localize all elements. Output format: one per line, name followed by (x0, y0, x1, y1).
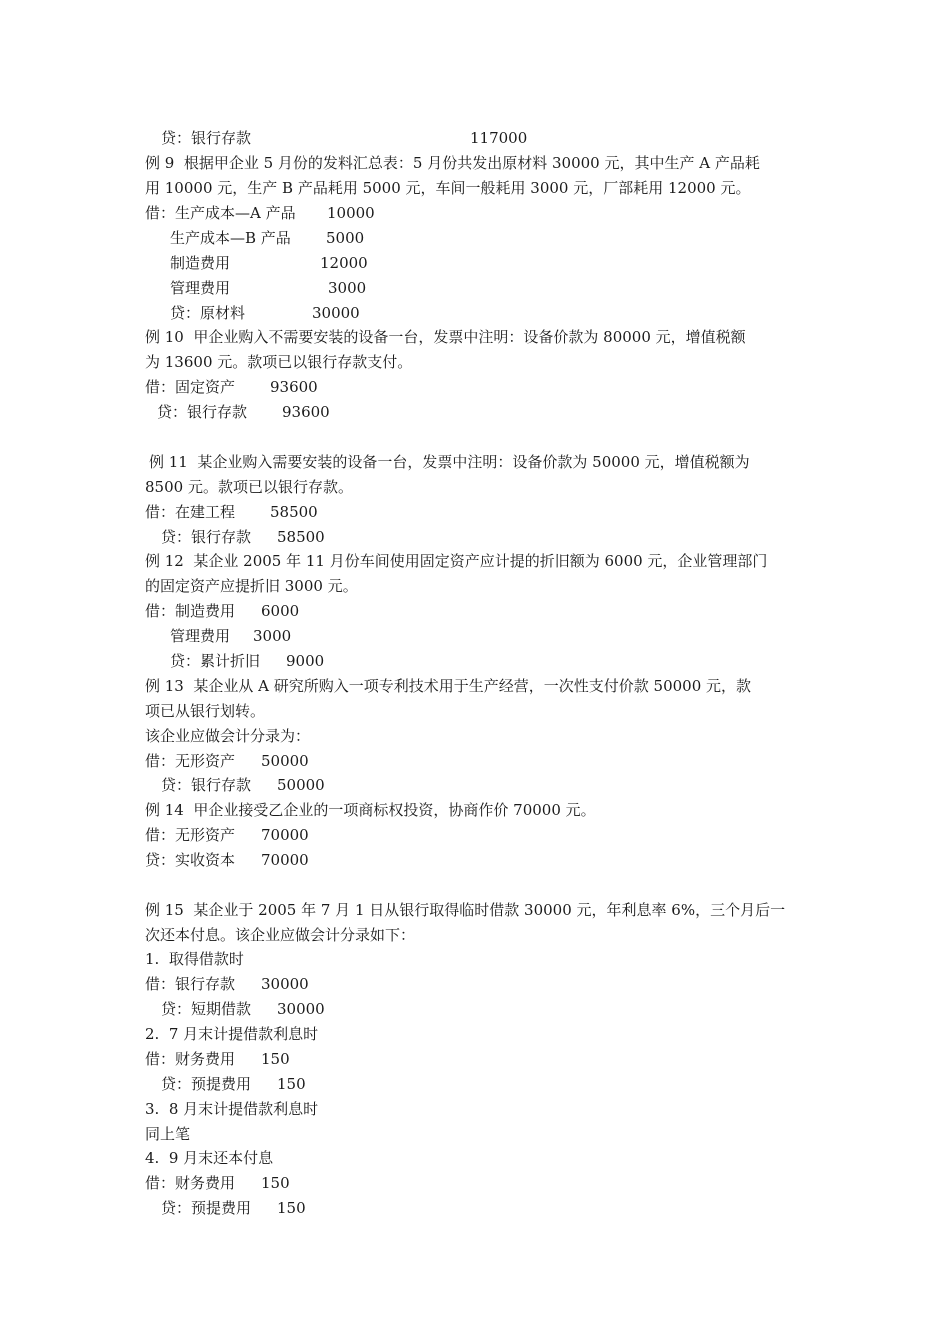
entry-debit: 借：财务费用 (145, 1050, 236, 1068)
amount: 150 (277, 1075, 306, 1093)
example-13-text: 项已从银行划转。 (145, 702, 266, 720)
entry-credit: 贷：银行存款 (161, 776, 252, 794)
entry-debit: 借：财务费用 (145, 1174, 236, 1192)
example-15-text: 次还本付息。该企业应做会计分录如下： (145, 926, 416, 944)
entry-credit: 贷：累计折旧 (170, 652, 261, 670)
amount: 10000 (327, 204, 375, 222)
amount: 30000 (277, 1000, 325, 1018)
entry-debit: 借：无形资产 (145, 826, 236, 844)
entry-debit-sub: 生产成本—B 产品 (170, 229, 291, 247)
example-11-text: 例 11 某企业购入需要安装的设备一台，发票中注明：设备价款为 50000 元，增值税额为 (149, 453, 750, 471)
entry-credit: 贷：实收资本 (145, 851, 236, 869)
step-heading: 3. 8 月末计提借款利息时 (145, 1100, 319, 1118)
amount: 58500 (270, 503, 318, 521)
entry-debit-sub: 管理费用 (170, 627, 231, 645)
step-heading: 2. 7 月末计提借款利息时 (145, 1025, 319, 1043)
example-9-text: 用 10000 元，生产 B 产品耗用 5000 元，车间一般耗用 3000 元，厂部耗用 12000 元。 (145, 179, 751, 197)
step-heading: 4. 9 月末还本付息 (145, 1149, 274, 1167)
entry-credit: 贷：短期借款 (161, 1000, 252, 1018)
amount: 58500 (277, 528, 325, 546)
amount: 93600 (282, 403, 330, 421)
entry-credit: 贷：银行存款 (157, 403, 248, 421)
amount: 6000 (261, 602, 300, 620)
amount: 150 (261, 1174, 290, 1192)
amount: 117000 (470, 129, 528, 147)
entry-credit: 贷：银行存款 (161, 528, 252, 546)
entry-debit-sub: 管理费用 (170, 279, 231, 297)
example-13-text: 该企业应做会计分录为： (145, 727, 311, 745)
example-12-text: 的固定资产应提折旧 3000 元。 (145, 577, 358, 595)
amount: 12000 (320, 254, 368, 272)
amount: 93600 (270, 378, 318, 396)
entry-credit-bank-deposit: 贷：银行存款 (161, 129, 252, 147)
amount: 150 (261, 1050, 290, 1068)
amount: 50000 (261, 752, 309, 770)
amount: 9000 (286, 652, 325, 670)
amount: 70000 (261, 826, 309, 844)
example-10-text: 为 13600 元。款项已以银行存款支付。 (145, 353, 413, 371)
entry-credit: 贷：预提费用 (161, 1199, 252, 1217)
entry-debit: 借：制造费用 (145, 602, 236, 620)
example-14-text: 例 14 甲企业接受乙企业的一项商标权投资，协商作价 70000 元。 (145, 801, 596, 819)
amount: 150 (277, 1199, 306, 1217)
entry-credit: 贷：原材料 (170, 304, 246, 322)
amount: 3000 (328, 279, 367, 297)
amount: 5000 (326, 229, 365, 247)
step-heading: 1. 取得借款时 (145, 950, 244, 968)
example-12-text: 例 12 某企业 2005 年 11 月份车间使用固定资产应计提的折旧额为 6000 元，企业管理部门 (145, 552, 768, 570)
amount: 30000 (312, 304, 360, 322)
example-9-text: 例 9 根据甲企业 5 月份的发料汇总表：5 月份共发出原材料 30000 元，其中生产 A 产品耗 (145, 154, 760, 172)
entry-debit: 借：无形资产 (145, 752, 236, 770)
entry-credit: 贷：预提费用 (161, 1075, 252, 1093)
amount: 70000 (261, 851, 309, 869)
amount: 3000 (253, 627, 292, 645)
entry-debit: 借：固定资产 (145, 378, 236, 396)
amount: 50000 (277, 776, 325, 794)
example-13-text: 例 13 某企业从 A 研究所购入一项专利技术用于生产经营，一次性支付价款 50000 元，款 (145, 677, 752, 695)
entry-debit: 借：生产成本—A 产品 (145, 204, 296, 222)
example-10-text: 例 10 甲企业购入不需要安装的设备一台，发票中注明：设备价款为 80000 元，增值税额 (145, 328, 746, 346)
example-15-text: 例 15 某企业于 2005 年 7 月 1 日从银行取得临时借款 30000 元，年利息率 6%，三个月后一 (145, 901, 786, 919)
entry-debit-sub: 制造费用 (170, 254, 231, 272)
amount: 30000 (261, 975, 309, 993)
note-same-as-above: 同上笔 (145, 1125, 191, 1143)
entry-debit: 借：银行存款 (145, 975, 236, 993)
example-11-text: 8500 元。款项已以银行存款。 (145, 478, 353, 496)
entry-debit: 借：在建工程 (145, 503, 236, 521)
